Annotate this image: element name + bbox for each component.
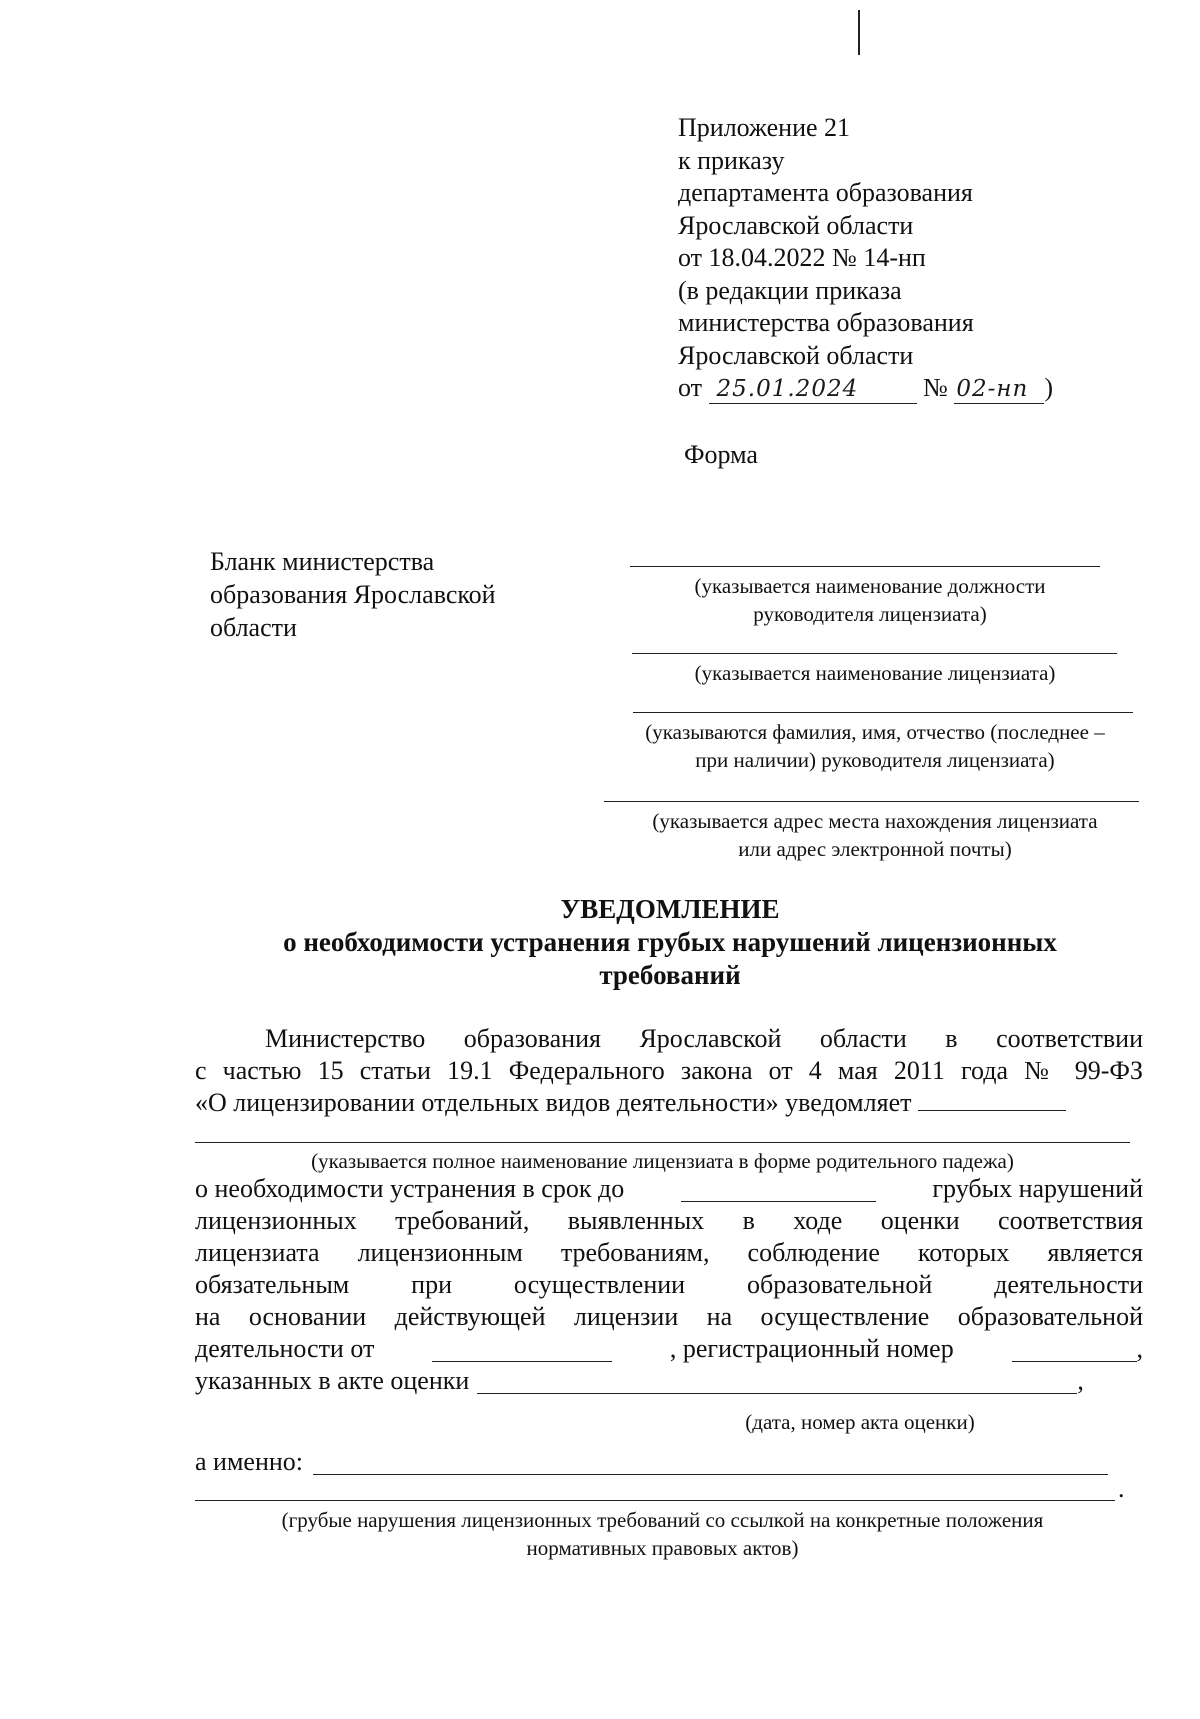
deadline-blank	[681, 1179, 876, 1202]
blank-line: области	[210, 613, 297, 642]
caption-line: нормативных правовых актов)	[526, 1536, 799, 1560]
body-text: «О лицензировании отдельных видов деятельности» уведомляет	[195, 1088, 912, 1117]
approval-line: (в редакции приказа	[678, 275, 902, 305]
approval-close: )	[1044, 373, 1054, 402]
recipient-address-line	[604, 801, 1139, 802]
approval-line: департамента образования	[678, 178, 973, 207]
approval-block	[678, 112, 1053, 405]
recipient-position-caption	[620, 572, 1120, 628]
caption-line: (грубые нарушения лицензионных требований со ссылкой на конкретные положения	[281, 1508, 1044, 1532]
body-line: лицензиата лицензионным требованиям, соблюдение которых является	[195, 1238, 1143, 1267]
form-label: Форма	[684, 440, 758, 469]
licensee-blank	[918, 1088, 1066, 1111]
recipient-head-caption	[595, 718, 1155, 774]
caption-line: (указываются фамилия, имя, отчество (последнее –	[645, 720, 1105, 744]
body-text: , регистрационный номер	[669, 1334, 954, 1363]
recipient-name-line	[632, 653, 1117, 654]
period-mark: .	[1118, 1474, 1125, 1503]
body-text: а именно:	[195, 1447, 303, 1476]
ministry-blank	[210, 545, 540, 644]
approval-line: Ярославской области	[678, 340, 914, 370]
namely-line	[195, 1446, 1143, 1478]
body-text: о необходимости устранения в срок до	[195, 1174, 625, 1203]
body-line	[195, 1173, 1143, 1205]
caption-line: руководителя лицензиата)	[753, 602, 987, 626]
caption-line: (указывается адрес места нахождения лицензиата	[652, 809, 1098, 833]
violations-line-2	[195, 1500, 1115, 1501]
body-line: обязательным при осуществлении образовательной деятельности	[195, 1270, 1143, 1299]
body-line	[195, 1087, 1143, 1119]
scan-mark-line	[858, 10, 860, 55]
handwritten-number: 02-нп	[954, 375, 1044, 404]
recipient-address-caption	[595, 807, 1155, 863]
body-text: ,	[1136, 1334, 1143, 1363]
approval-line: к приказу	[678, 145, 785, 175]
recipient-head-line	[633, 712, 1133, 713]
body-paragraph-2	[195, 1173, 1143, 1397]
recipient-name-caption: (указывается наименование лицензиата)	[694, 661, 1056, 685]
approval-date-line	[678, 372, 1053, 405]
caption-line: (указывается наименование должности	[694, 574, 1046, 598]
act-caption: (дата, номер акта оценки)	[745, 1410, 975, 1434]
caption-line: при наличии) руководителя лицензиата)	[695, 748, 1055, 772]
document-title: УВЕДОМЛЕНИЕ	[560, 894, 780, 924]
handwritten-date: 25.01.2024	[709, 375, 917, 404]
registration-number-blank	[1012, 1339, 1137, 1362]
approval-ot: от	[678, 373, 703, 402]
licensee-full-name-line	[195, 1142, 1130, 1143]
document-subtitle: о необходимости устранения грубых нарушений лицензионных	[283, 927, 1057, 957]
body-line: лицензионных требований, выявленных в ходе оценки соответствия	[195, 1206, 1143, 1235]
document-subtitle-2: требований	[599, 960, 741, 990]
violations-blank	[313, 1452, 1108, 1475]
recipient-position-line	[630, 566, 1100, 567]
act-blank	[477, 1371, 1077, 1394]
blank-line: образования Ярославской	[210, 580, 496, 609]
body-line	[195, 1365, 1143, 1397]
body-text: грубых нарушений	[932, 1174, 1143, 1203]
approval-line: министерства образования	[678, 308, 974, 337]
body-line: на основании действующей лицензии на осуществление образовательной	[195, 1302, 1143, 1331]
caption-line: или адрес электронной почты)	[738, 837, 1012, 861]
body-text: деятельности от	[195, 1334, 375, 1363]
body-paragraph-1	[195, 1023, 1143, 1119]
violations-caption	[195, 1506, 1130, 1562]
approval-line: Ярославской области	[678, 210, 914, 240]
approval-no: №	[923, 373, 948, 402]
licensee-name-caption: (указывается полное наименование лицензиата в форме родительного падежа)	[311, 1149, 1014, 1173]
body-line: Министерство образования Ярославской области в соответствии	[265, 1024, 1143, 1053]
approval-line: Приложение 21	[678, 113, 851, 142]
body-text: указанных в акте оценки	[195, 1366, 470, 1395]
approval-line: от 18.04.2022 № 14-нп	[678, 243, 926, 272]
body-text: ,	[1077, 1366, 1084, 1395]
body-line: с частью 15 статьи 19.1 Федерального закона от 4 мая 2011 года № 99-ФЗ	[195, 1056, 1143, 1085]
body-line	[195, 1333, 1143, 1365]
license-date-blank	[432, 1339, 612, 1362]
blank-line: Бланк министерства	[210, 547, 435, 576]
